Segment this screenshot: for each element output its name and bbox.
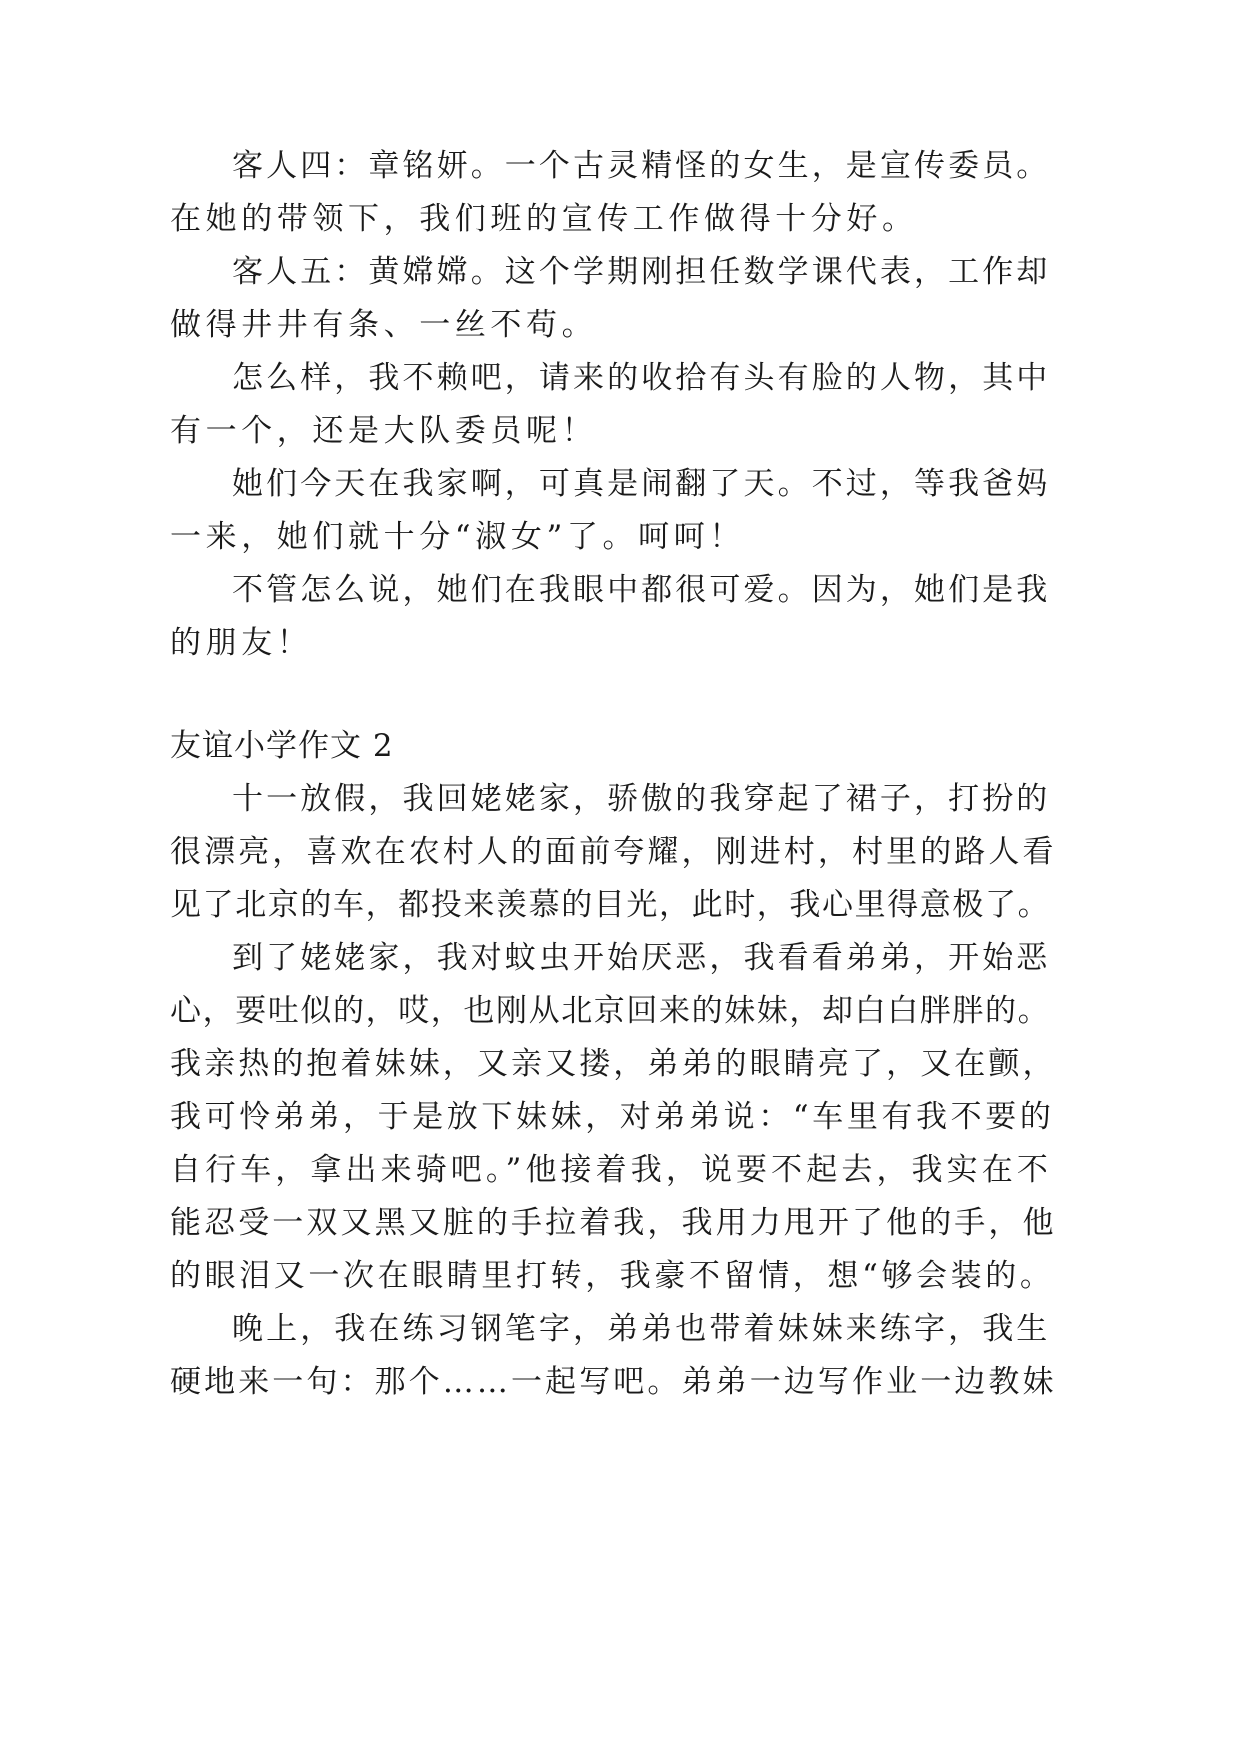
paragraph-line: 硬地来一句：那个……一起写吧。弟弟一边写作业一边教妹 [170, 1364, 1057, 1400]
paragraph-line: 的眼泪又一次在眼睛里打转，我豪不留情，想“够会装的。 [170, 1258, 1055, 1294]
paragraph-line: 不管怎么说，她们在我眼中都很可爱。因为，她们是我 [232, 572, 1051, 608]
paragraph-line: 见了北京的车，都投来羡慕的目光，此时，我心里得意极了。 [170, 887, 1051, 923]
paragraph-line: 自行车，拿出来骑吧。”他接着我，说要不起去，我实在不 [170, 1152, 1052, 1188]
paragraph-line: 能忍受一双又黑又脏的手拉着我，我用力甩开了他的手，他 [170, 1205, 1057, 1241]
paragraph-line: 很漂亮，喜欢在农村人的面前夸耀，刚进村，村里的路人看 [170, 834, 1057, 870]
paragraph-line: 做得井井有条、一丝不苟。 [170, 307, 598, 343]
paragraph-line: 的朋友！ [170, 625, 313, 661]
paragraph-line: 有一个，还是大队委员呢！ [170, 413, 598, 449]
paragraph-line: 十一放假，我回姥姥家，骄傲的我穿起了裙子，打扮的 [232, 781, 1051, 817]
paragraph-line: 我可怜弟弟，于是放下妹妹，对弟弟说：“车里有我不要的 [170, 1099, 1055, 1135]
paragraph-line: 晚上，我在练习钢笔字，弟弟也带着妹妹来练字，我生 [232, 1311, 1051, 1347]
section-heading: 友谊小学作文 2 [170, 728, 394, 764]
paragraph-line: 怎么样，我不赖吧，请来的收拾有头有脸的人物，其中 [232, 360, 1051, 396]
paragraph-line: 心，要吐似的，哎，也刚从北京回来的妹妹，却白白胖胖的。 [170, 993, 1051, 1029]
paragraph-line: 她们今天在我家啊，可真是闹翻了天。不过，等我爸妈 [232, 466, 1051, 502]
paragraph-line: 一来，她们就十分“淑女”了。呵呵！ [170, 519, 745, 555]
paragraph-line: 我亲热的抱着妹妹，又亲又搂，弟弟的眼睛亮了，又在颤， [170, 1046, 1057, 1082]
paragraph-line: 客人五：黄嫦嫦。这个学期刚担任数学课代表，工作却 [232, 254, 1051, 290]
paragraph-line: 到了姥姥家，我对蚊虫开始厌恶，我看看弟弟，开始恶 [232, 940, 1051, 976]
paragraph-line: 客人四：章铭妍。一个古灵精怪的女生，是宣传委员。 [232, 148, 1051, 184]
paragraph-line: 在她的带领下，我们班的宣传工作做得十分好。 [170, 201, 918, 237]
